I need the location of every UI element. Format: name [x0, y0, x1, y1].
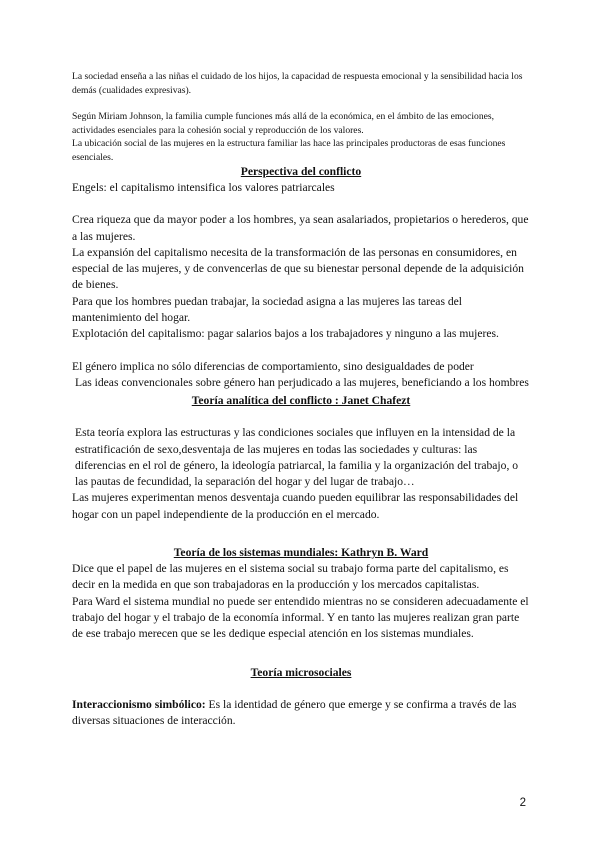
engels-line: Engels: el capitalismo intensifica los valores patriarcales — [72, 181, 335, 194]
conflict-paragraph-3: Para que los hombres puedan trabajar, la sociedad asigna a las mujeres las tareas del mantenimiento del hogar. — [72, 294, 463, 325]
conflict-paragraph-6: Las ideas convencionales sobre género han perjudicado a las mujeres, beneficiando a los hombres — [75, 375, 529, 389]
term-definition: Es la identidad de género que emerge y se confirma a través de las diversas situaciones de interacción. — [72, 697, 517, 727]
chafetz-paragraph-2: Las mujeres experimentan menos desventaja cuando pueden equilibrar las responsabilidades del hogar con un papel independiente de la producción en el mercado. — [72, 491, 519, 521]
heading-micro: Teoría microsociales — [250, 665, 352, 679]
ward-paragraph-1: Dice que el papel de las mujeres en el sistema social su trabajo forma parte del capitalismo, es decir en la medida en que son trabajadoras en la producción y los mercados capitalistas. — [72, 562, 509, 592]
intro-paragraph-3: La ubicación social de las mujeres en la estructura familiar las hace las principales productoras de esas funciones esenciales. — [72, 138, 506, 163]
intro-paragraph-1: La sociedad enseña a las niñas el cuidado de los hijos, la capacidad de respuesta emocional y la sensibilidad hacia los demás (cualidades expresivas). — [72, 71, 523, 96]
micro-paragraph — [72, 697, 530, 730]
ward-paragraph-2: Para Ward el sistema mundial no puede ser entendido mientras no se consideren adecuadamente el trabajo del hogar y el trabajo de la economía informal. Y en tanto las mujeres realizan gran parte de ese trabajo merecen que se les dedique especial atención en los sistemas mundiales. — [72, 594, 529, 641]
heading-conflict: Perspectiva del conflicto — [240, 165, 362, 178]
conflict-paragraph-2: La expansión del capitalismo necesita de la transformación de las personas en consumidores, en especial de las mujeres, y de convencerlas de que su bienestar personal depende de la adquisición de bienes. — [72, 245, 524, 292]
conflict-paragraph-4: Explotación del capitalismo: pagar salarios bajos a los trabajadores y ninguno a las mujeres. — [72, 327, 499, 341]
heading-chafetz: Teoría analítica del conflicto : Janet Chafezt — [191, 394, 411, 408]
term-interaccionismo: Interaccionismo simbólico: — [72, 697, 206, 711]
conflict-paragraph-5: El género implica no sólo diferencias de comportamiento, sino desigualdades de poder — [72, 359, 474, 373]
document-body — [72, 70, 530, 729]
page-number: 2 — [519, 797, 526, 809]
intro-paragraph-2: Según Miriam Johnson, la familia cumple funciones más allá de la económica, en el ámbito de las emociones, actividades esenciales para la cohesión social y reproducción de los valores. — [72, 111, 495, 136]
heading-ward: Teoría de los sistemas mundiales: Kathryn B. Ward — [173, 546, 429, 560]
chafetz-paragraph-1: Esta teoría explora las estructuras y las condiciones sociales que influyen en la intensidad de la estratificación de sexo,desventaja de las mujeres en todas las sociedades y culturas: las diferencias en el rol de género, la ideología patriarcal, la familia y la organización del trabajo, o las pautas de fecundidad, la separación del hogar y del lugar de trabajo… — [75, 426, 519, 489]
conflict-paragraph-1: Crea riqueza que da mayor poder a los hombres, ya sean asalariados, propietarios o herederos, que a las mujeres. — [72, 213, 529, 243]
